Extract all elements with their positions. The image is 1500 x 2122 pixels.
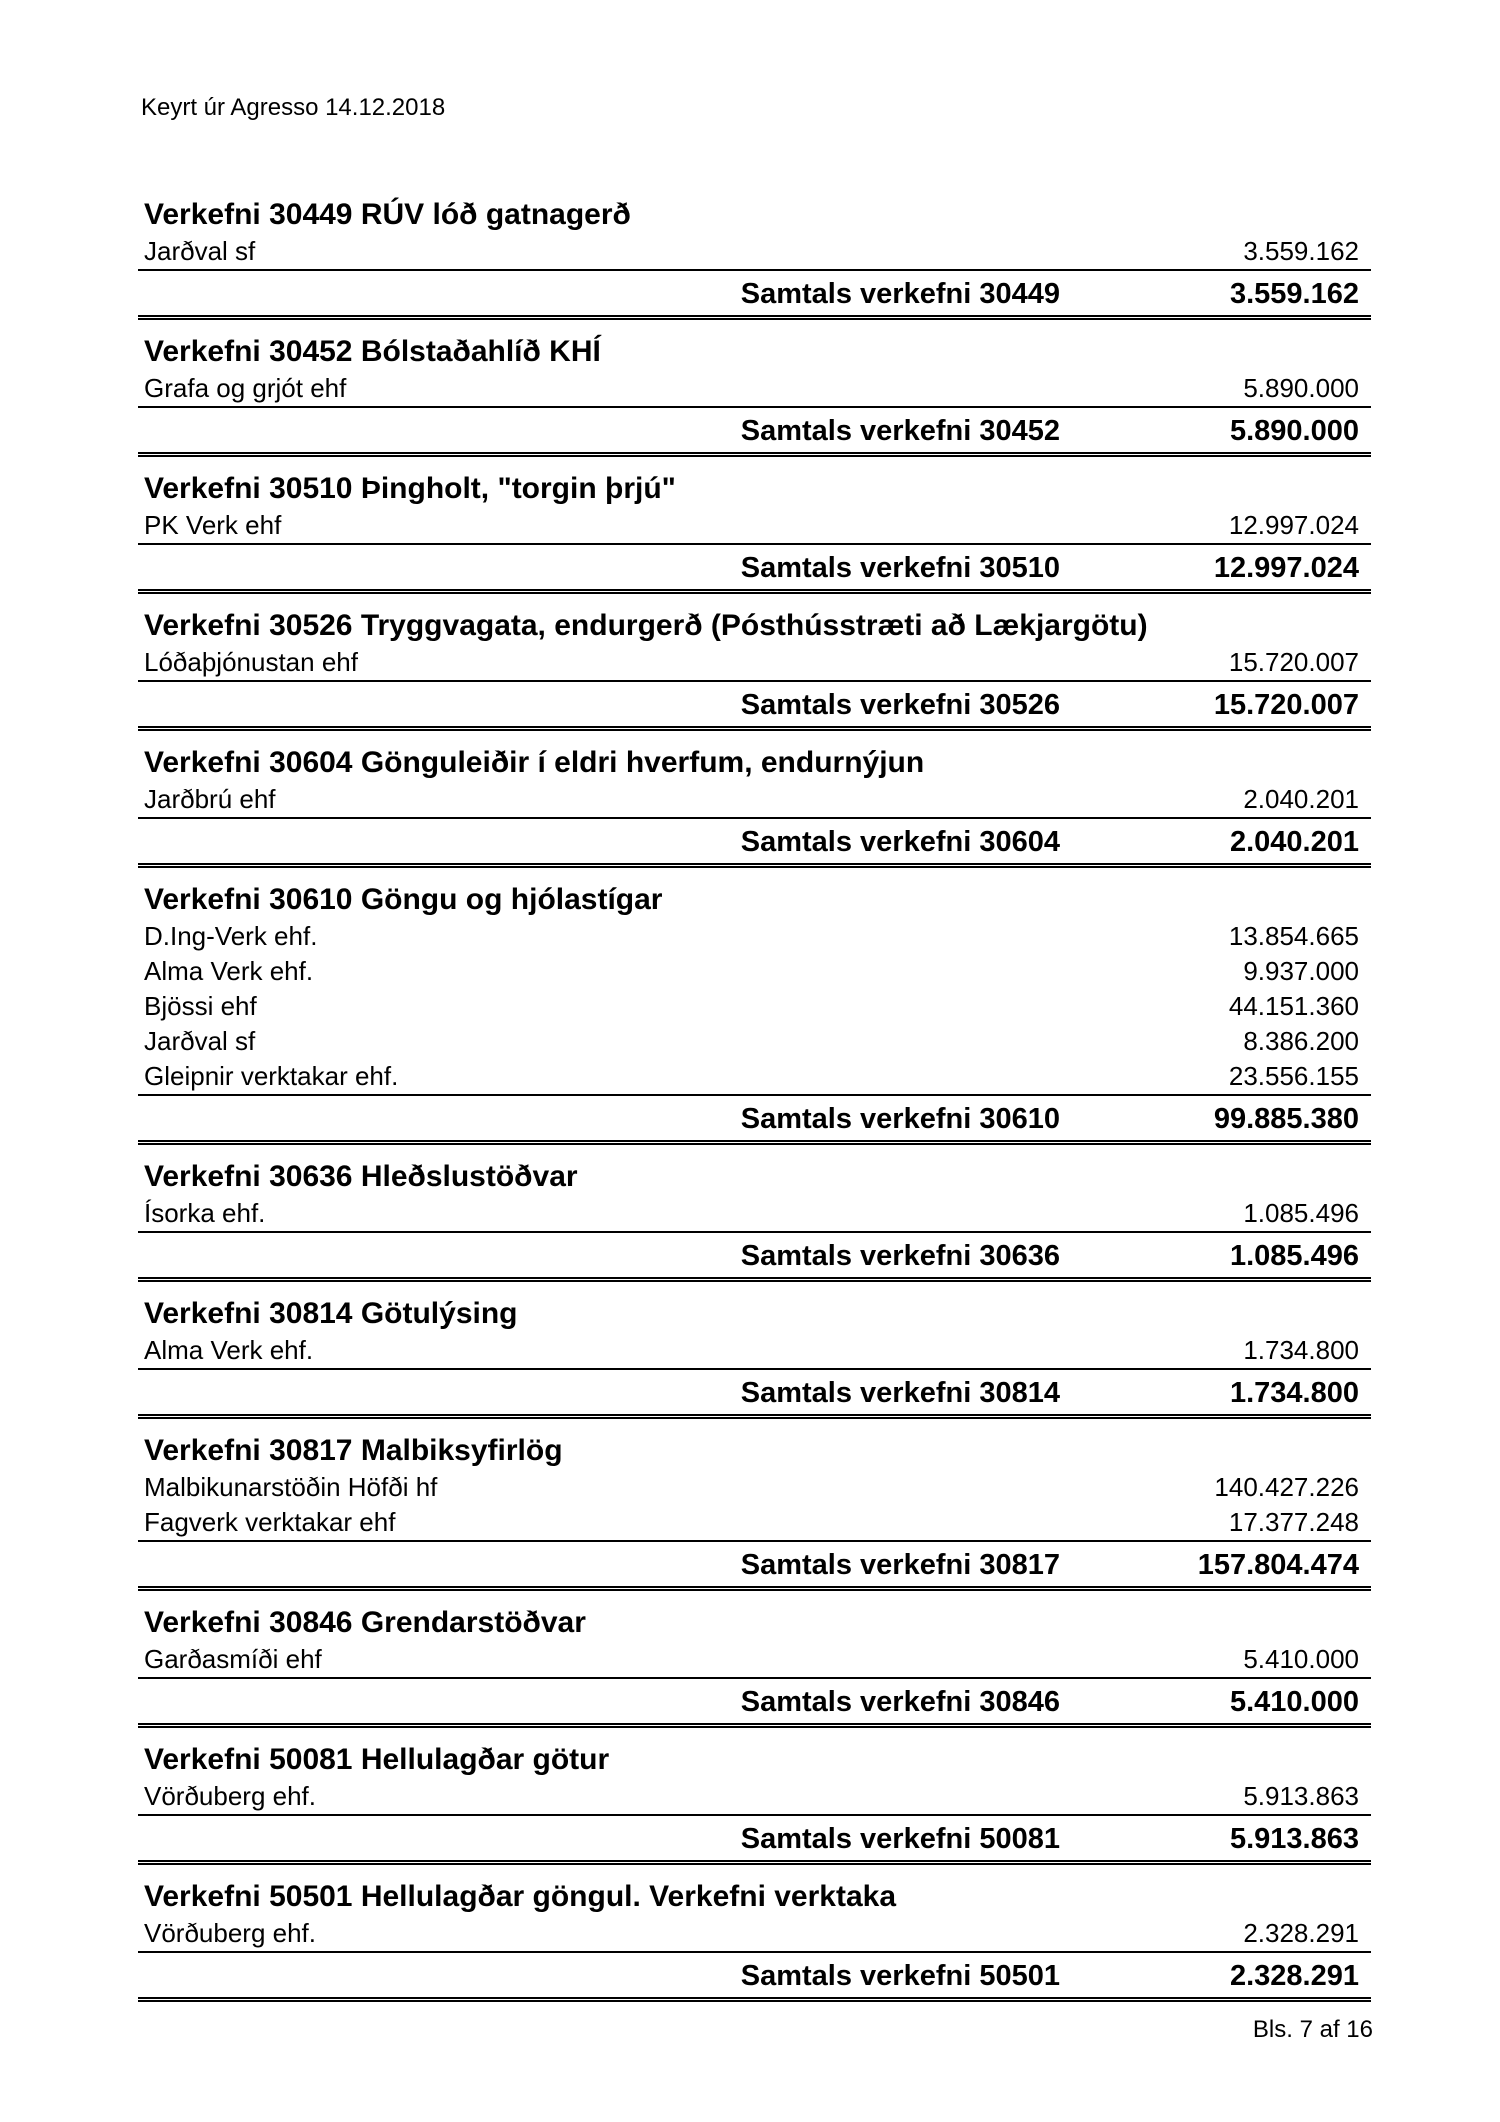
project-title: Verkefni 30610 Göngu og hjólastígar [144, 883, 663, 916]
contractor-row [138, 508, 1371, 545]
contractor-row [138, 645, 1371, 682]
report-source-note: Keyrt úr Agresso 14.12.2018 [141, 94, 446, 121]
project-title: Verkefni 50501 Hellulagðar göngul. Verkefni verktaka [144, 1880, 897, 1913]
contractor-row [138, 1196, 1371, 1233]
total-prefix: Samtals verkefni [740, 1549, 972, 1581]
contractor-name: Garðasmíði ehf [144, 1644, 322, 1674]
contractor-row [138, 1024, 1371, 1059]
contractor-amount: 5.890.000 [1243, 373, 1359, 403]
project-title: Verkefni 30604 Gönguleiðir í eldri hverfum, endurnýjun [144, 746, 925, 779]
contractor-amount: 1.085.496 [1243, 1198, 1359, 1228]
project-total-value: 1.734.800 [1229, 1377, 1359, 1409]
total-project-number: 30817 [979, 1549, 1060, 1581]
project-total-row [138, 1372, 1371, 1419]
total-project-number: 50081 [979, 1823, 1060, 1855]
project-total-value: 99.885.380 [1213, 1103, 1359, 1135]
contractor-row [138, 234, 1371, 271]
contractor-row [138, 1059, 1371, 1096]
project-total-value: 5.410.000 [1229, 1686, 1359, 1718]
total-prefix: Samtals verkefni [740, 1823, 972, 1855]
contractor-amount: 3.559.162 [1243, 236, 1359, 266]
project-block [138, 880, 1371, 1145]
contractor-row [138, 1470, 1371, 1505]
total-prefix: Samtals verkefni [740, 1686, 972, 1718]
project-block [138, 743, 1371, 868]
project-block [138, 332, 1371, 457]
total-prefix: Samtals verkefni [740, 1103, 972, 1135]
project-total-value: 157.804.474 [1197, 1549, 1359, 1581]
project-total-value: 3.559.162 [1229, 278, 1359, 310]
total-project-number: 30846 [979, 1686, 1060, 1718]
project-total-label [730, 1544, 1060, 1586]
total-prefix: Samtals verkefni [740, 552, 972, 584]
project-total-label [730, 821, 1060, 863]
contractor-name: D.Ing-Verk ehf. [144, 921, 318, 951]
project-title: Verkefni 30449 RÚV lóð gatnagerð [144, 198, 631, 231]
total-project-number: 30510 [979, 552, 1060, 584]
contractor-amount: 23.556.155 [1228, 1061, 1359, 1091]
project-block [138, 606, 1371, 731]
contractor-amount: 44.151.360 [1228, 991, 1359, 1021]
contractor-amount: 12.997.024 [1228, 510, 1359, 540]
project-title: Verkefni 30817 Malbiksyfirlög [144, 1434, 563, 1467]
contractor-name: PK Verk ehf [144, 510, 282, 540]
page-number: Bls. 7 af 16 [1252, 2016, 1373, 2043]
project-total-row [138, 1955, 1371, 2002]
project-block [138, 1431, 1371, 1591]
total-project-number: 30452 [979, 415, 1060, 447]
total-project-number: 50501 [979, 1960, 1060, 1992]
contractor-name: Lóðaþjónustan ehf [144, 647, 358, 677]
contractor-row [138, 919, 1371, 954]
total-prefix: Samtals verkefni [740, 1240, 972, 1272]
contractor-amount: 5.410.000 [1243, 1644, 1359, 1674]
project-total-row [138, 821, 1371, 868]
contractor-amount: 13.854.665 [1228, 921, 1359, 951]
project-total-row [138, 1818, 1371, 1865]
total-project-number: 30636 [979, 1240, 1060, 1272]
project-total-value: 12.997.024 [1213, 552, 1359, 584]
project-total-label [730, 1955, 1060, 1997]
contractor-name: Bjössi ehf [144, 991, 257, 1021]
contractor-name: Vörðuberg ehf. [144, 1781, 317, 1811]
project-total-row [138, 273, 1371, 320]
total-prefix: Samtals verkefni [740, 826, 972, 858]
contractor-amount: 140.427.226 [1214, 1472, 1359, 1502]
contractor-amount: 8.386.200 [1243, 1026, 1359, 1056]
contractor-row [138, 1333, 1371, 1370]
contractor-amount: 2.040.201 [1243, 784, 1359, 814]
project-total-label [730, 1098, 1060, 1140]
project-block [138, 1157, 1371, 1282]
project-list [138, 195, 1371, 2014]
project-block [138, 1877, 1371, 2002]
contractor-name: Alma Verk ehf. [144, 1335, 314, 1365]
project-total-label [730, 684, 1060, 726]
project-total-label [730, 1235, 1060, 1277]
project-total-value: 2.328.291 [1229, 1960, 1359, 1992]
contractor-amount: 1.734.800 [1243, 1335, 1359, 1365]
total-prefix: Samtals verkefni [740, 1960, 972, 1992]
contractor-row [138, 954, 1371, 989]
contractor-name: Grafa og grjót ehf [144, 373, 347, 403]
total-prefix: Samtals verkefni [740, 689, 972, 721]
contractor-name: Jarðbrú ehf [144, 784, 276, 814]
contractor-amount: 2.328.291 [1243, 1918, 1359, 1948]
project-total-label [730, 547, 1060, 589]
project-total-label [730, 1372, 1060, 1414]
project-title: Verkefni 30814 Götulýsing [144, 1297, 518, 1330]
project-total-label [730, 1818, 1060, 1860]
total-prefix: Samtals verkefni [740, 278, 972, 310]
project-total-row [138, 1098, 1371, 1145]
project-total-row [138, 547, 1371, 594]
total-project-number: 30604 [979, 826, 1060, 858]
contractor-row [138, 1916, 1371, 1953]
contractor-name: Vörðuberg ehf. [144, 1918, 317, 1948]
contractor-row [138, 782, 1371, 819]
contractor-name: Malbikunarstöðin Höfði hf [144, 1472, 438, 1502]
project-total-row [138, 1681, 1371, 1728]
contractor-name: Fagverk verktakar ehf [144, 1507, 396, 1537]
project-total-value: 1.085.496 [1229, 1240, 1359, 1272]
project-total-value: 5.890.000 [1229, 415, 1359, 447]
total-project-number: 30610 [979, 1103, 1060, 1135]
contractor-amount: 15.720.007 [1228, 647, 1359, 677]
project-title: Verkefni 30526 Tryggvagata, endurgerð (Pósthússtræti að Lækjargötu) [144, 609, 1148, 642]
project-total-value: 2.040.201 [1229, 826, 1359, 858]
project-title: Verkefni 30452 Bólstaðahlíð KHÍ [144, 335, 601, 368]
total-prefix: Samtals verkefni [740, 1377, 972, 1409]
project-block [138, 1603, 1371, 1728]
contractor-name: Gleipnir verktakar ehf. [144, 1061, 399, 1091]
contractor-row [138, 1505, 1371, 1542]
contractor-row [138, 1779, 1371, 1816]
contractor-amount: 17.377.248 [1228, 1507, 1359, 1537]
project-title: Verkefni 30846 Grendarstöðvar [144, 1606, 586, 1639]
project-title: Verkefni 30510 Þingholt, "torgin þrjú" [144, 472, 676, 505]
project-total-label [730, 410, 1060, 452]
total-project-number: 30526 [979, 689, 1060, 721]
total-prefix: Samtals verkefni [740, 415, 972, 447]
project-total-row [138, 410, 1371, 457]
project-title: Verkefni 50081 Hellulagðar götur [144, 1743, 610, 1776]
contractor-row [138, 1642, 1371, 1679]
project-total-label [730, 273, 1060, 315]
project-block [138, 1294, 1371, 1419]
project-total-value: 5.913.863 [1229, 1823, 1359, 1855]
project-total-row [138, 1544, 1371, 1591]
project-block [138, 469, 1371, 594]
contractor-name: Jarðval sf [144, 236, 256, 266]
contractor-amount: 9.937.000 [1243, 956, 1359, 986]
contractor-amount: 5.913.863 [1243, 1781, 1359, 1811]
project-block [138, 1740, 1371, 1865]
project-title: Verkefni 30636 Hleðslustöðvar [144, 1160, 578, 1193]
total-project-number: 30449 [979, 278, 1060, 310]
total-project-number: 30814 [979, 1377, 1060, 1409]
project-total-row [138, 1235, 1371, 1282]
project-total-value: 15.720.007 [1213, 689, 1359, 721]
contractor-name: Jarðval sf [144, 1026, 256, 1056]
contractor-name: Alma Verk ehf. [144, 956, 314, 986]
project-total-label [730, 1681, 1060, 1723]
project-block [138, 195, 1371, 320]
contractor-name: Ísorka ehf. [144, 1198, 266, 1228]
contractor-row [138, 989, 1371, 1024]
contractor-row [138, 371, 1371, 408]
project-total-row [138, 684, 1371, 731]
